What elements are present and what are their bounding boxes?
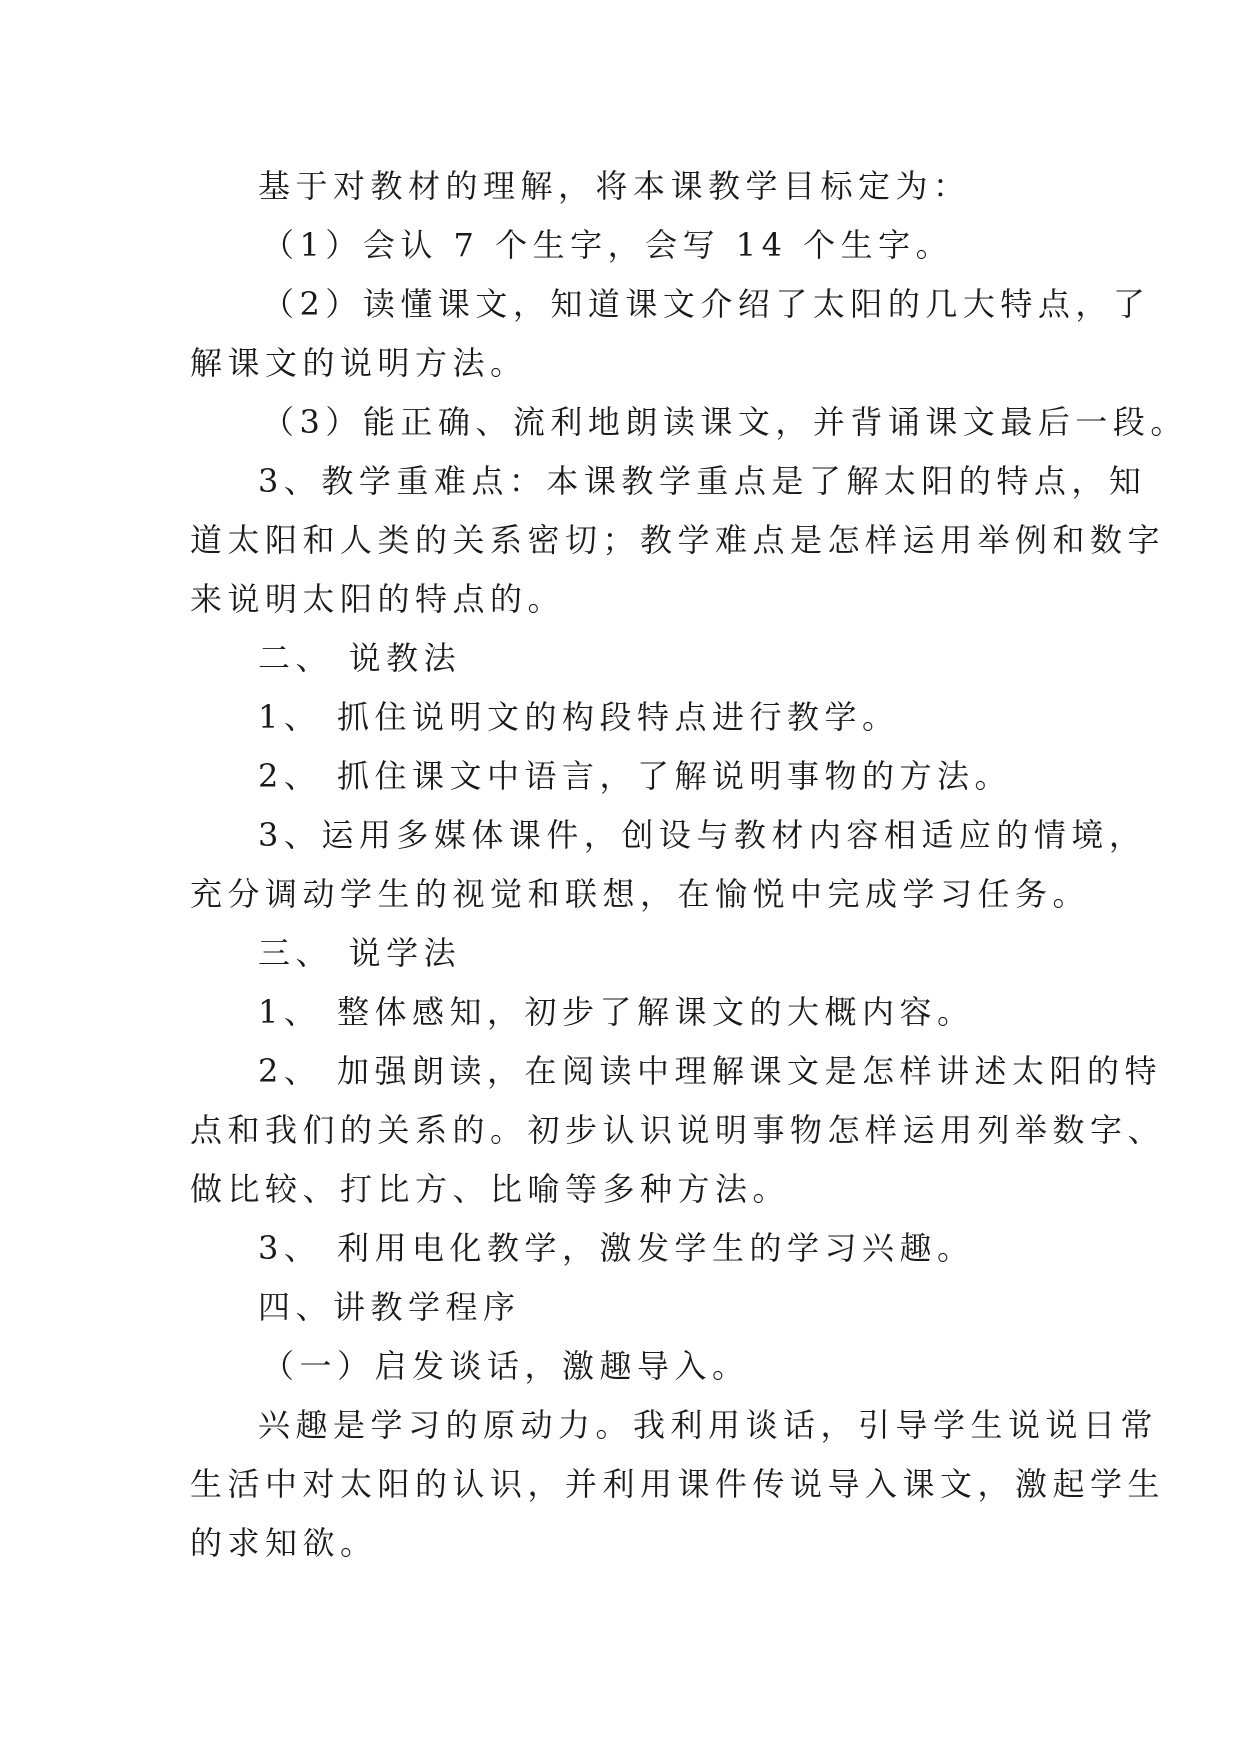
procedure-step-1-heading: （一）启发谈话，激趣导入。 (262, 1347, 750, 1385)
teaching-method-3-line-2: 充分调动学生的视觉和联想，在愉悦中完成学习任务。 (190, 875, 1091, 913)
learning-method-2-line-1: 2、 加强朗读，在阅读中理解课文是怎样讲述太阳的特 (258, 1052, 1163, 1090)
key-points-line-2: 道太阳和人类的关系密切；教学难点是怎样运用举例和数字 (190, 521, 1166, 559)
section-heading-teaching-method: 二、 说教法 (258, 639, 462, 677)
learning-method-2-line-3: 做比较、打比方、比喻等多种方法。 (190, 1170, 791, 1208)
learning-method-2-line-2: 点和我们的关系的。初步认识说明事物怎样运用列举数字、 (190, 1111, 1166, 1149)
teaching-method-3-line-1: 3、运用多媒体课件，创设与教材内容相适应的情境， (258, 816, 1147, 854)
objective-2-line-2: 解课文的说明方法。 (190, 344, 528, 382)
procedure-step-1-line-2: 生活中对太阳的认识，并利用课件传说导入课文，激起学生 (190, 1465, 1166, 1503)
objective-1: （1）会认 7 个生字，会写 14 个生字。 (262, 226, 954, 264)
objective-2-line-1: （2）读懂课文，知道课文介绍了太阳的几大特点，了 (262, 285, 1151, 323)
section-heading-learning-method: 三、 说学法 (258, 934, 462, 972)
teaching-method-1: 1、 抓住说明文的构段特点进行教学。 (258, 698, 900, 736)
procedure-step-1-line-1: 兴趣是学习的原动力。我利用谈话，引导学生说说日常 (258, 1406, 1159, 1444)
section-heading-teaching-procedure: 四、讲教学程序 (258, 1288, 521, 1326)
procedure-step-1-line-3: 的求知欲。 (190, 1524, 378, 1562)
paragraph-intro: 基于对教材的理解，将本课教学目标定为： (258, 167, 971, 205)
key-points-line-1: 3、教学重难点：本课教学重点是了解太阳的特点，知 (258, 462, 1147, 500)
learning-method-3: 3、 利用电化教学，激发学生的学习兴趣。 (258, 1229, 975, 1267)
teaching-method-2: 2、 抓住课文中语言，了解说明事物的方法。 (258, 757, 1013, 795)
objective-3: （3）能正确、流利地朗读课文，并背诵课文最后一段。 (262, 403, 1188, 441)
learning-method-1: 1、 整体感知，初步了解课文的大概内容。 (258, 993, 975, 1031)
key-points-line-3: 来说明太阳的特点的。 (190, 580, 566, 618)
